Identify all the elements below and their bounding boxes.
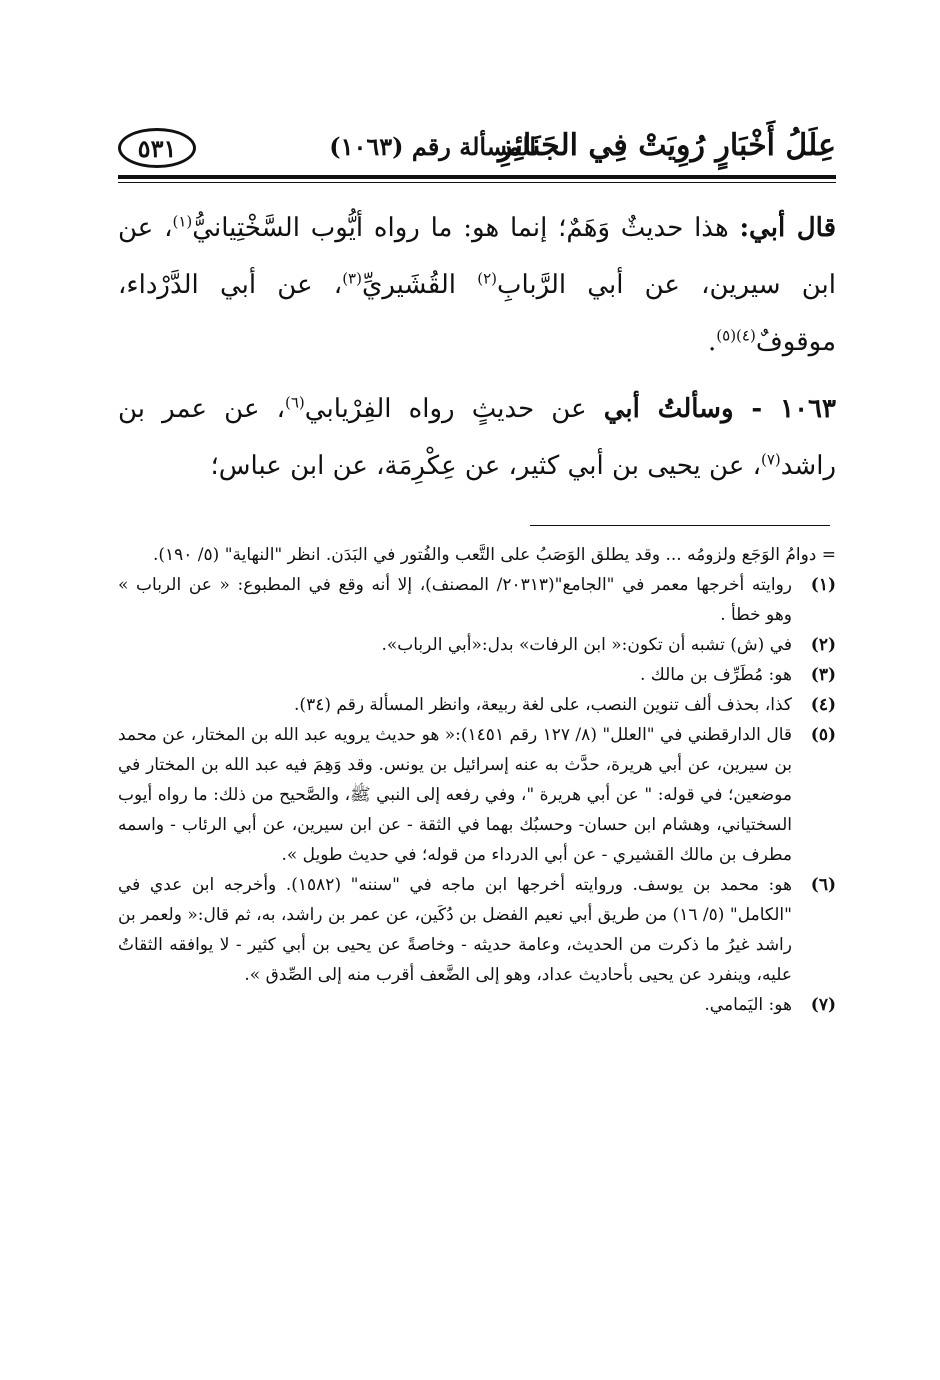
header-rule-thin bbox=[118, 182, 836, 183]
footnote-7 bbox=[118, 990, 836, 1020]
paragraph-text: القُشَيريِّ bbox=[361, 270, 478, 300]
paragraph-text: ، عن عمر بن راشد bbox=[118, 394, 836, 481]
footnote-ref: (٢) bbox=[477, 269, 497, 288]
footnote-4 bbox=[118, 690, 836, 720]
footnote-ref: (٣) bbox=[342, 269, 362, 288]
footnote-text: كذا، بحذف ألف تنوين النصب، على لغة ربيعة، وانظر المسألة رقم (٣٤). bbox=[294, 695, 792, 715]
footnote-2 bbox=[118, 630, 836, 660]
footnotes bbox=[118, 540, 836, 1020]
footnote-number: (٦) bbox=[810, 875, 836, 895]
paragraph-1 bbox=[118, 200, 836, 371]
footnote-continuation: = دوامُ الوَجَع ولزومُه ... وقد يطلق الوَصَبُ على التَّعب والفُتور في البَدَن. انظر "النهاية" (٥/ ١٩٠). bbox=[152, 545, 836, 565]
footnote-ref: (٤)(٥) bbox=[716, 326, 756, 345]
footnote-number: (٥) bbox=[810, 725, 836, 745]
footnote-1 bbox=[118, 570, 836, 630]
footnote-text: هو: محمد بن يوسف. وروايته أخرجها ابن ماجه في "سننه" (١٥٨٢). وأخرجه ابن عدي في "الكامل" (٥/ ١٦) من طريق أبي نعيم الفضل بن دُكَين، عن عمر بن راشد، به، ثم قال:« ولعمر بن راشد غيرُ ما ذكرت من الحديث، وعامة حديثه - وخاصةً عن يحيى بن أبي كثير - لا يوافقه الثقاتُ عليه، وينفرد عن يحيى بأحاديث عداد، وهو إلى الضَّعف أقرب منه إلى الصِّدق ». bbox=[118, 875, 792, 985]
footnote-number: (٧) bbox=[810, 995, 836, 1015]
footnote-text: في (ش) تشبه أن تكون:« ابن الرفات» بدل:«أبي الرباب». bbox=[381, 635, 792, 655]
footnote-text: هو: اليَمامي. bbox=[704, 995, 792, 1015]
footnote-number: (١) bbox=[810, 575, 836, 595]
footnote-text: هو: مُطَرِّف بن مالك . bbox=[639, 665, 792, 685]
paragraph-text: عن حديثٍ رواه الفِرْيابي bbox=[304, 394, 604, 424]
footnote-ref: (١) bbox=[172, 212, 193, 231]
book-title: عِلَلُ أَخْبَارٍ رُوِيَتْ فِي الجَنَائِزِ bbox=[498, 128, 836, 163]
page-header bbox=[118, 120, 836, 180]
header-rule-thick bbox=[118, 175, 836, 179]
paragraph-lead: ١٠٦٣ - وسألتُ أبي bbox=[603, 394, 836, 424]
main-text bbox=[118, 200, 836, 505]
footnote-number: (٢) bbox=[810, 635, 836, 655]
paragraph-lead: قال أبي: bbox=[739, 213, 837, 243]
footnote-ref: (٧) bbox=[761, 450, 781, 469]
footnote-ref: (٦) bbox=[285, 393, 305, 412]
paragraph-text: ، عن أبي الدَّرْداء، موقوفٌ bbox=[118, 270, 836, 357]
footnote-6 bbox=[118, 870, 836, 990]
footnote-text: روايته أخرجها معمر في "الجامع"(٢٠٣١٣/ المصنف)، إلا أنه وقع في المطبوع: « عن الرباب » وهو خطأ . bbox=[118, 575, 792, 625]
paragraph-text: ، عن ابن سيرين، عن أبي الرَّبابِ bbox=[118, 213, 836, 300]
footnote-number: (٤) bbox=[810, 695, 836, 715]
issue-label: المسألة رقم (١٠٦٣) bbox=[329, 132, 536, 161]
footnote-text: قال الدارقطني في "العلل" (٨/ ١٢٧ رقم ١٤٥١):« هو حديث يرويه عبد الله بن المختار، عن محمد بن سيرين، عن أبي هريرة، حدَّث به عنه إسرائيل بن يونس. وقد وَهِمَ فيه عبد الله بن المختار في موضعين؛ في قوله: " عن أبي هريرة "، وفي رفعه إلى النبي ﷺ، والصَّحيح من ذلك: ما رواه أيوب السختياني، وهشام ابن حسان- وحسبُك بهما في الثقة - عن ابن سيرين، عن أبي الرئاب - واسمه مطرف بن مالك القشيري - عن أبي الدرداء من قوله؛ في حديث طويل ». bbox=[118, 725, 792, 865]
footnote-3 bbox=[118, 660, 836, 690]
footnote-5 bbox=[118, 720, 836, 870]
paragraph-text: هذا حديثٌ وَهَمٌ؛ إنما هو: ما رواه أيُّوب السَّخْتِيانيُّ bbox=[192, 213, 740, 243]
footnote-separator bbox=[530, 525, 830, 526]
paragraph-text: . bbox=[708, 327, 717, 357]
footnote-number: (٣) bbox=[810, 665, 836, 685]
paragraph-2 bbox=[118, 381, 836, 495]
page-number: ٥٣١ bbox=[118, 128, 196, 168]
paragraph-text: ، عن يحيى بن أبي كثير، عن عِكْرِمَة، عن ابن عباس؛ bbox=[210, 451, 761, 481]
